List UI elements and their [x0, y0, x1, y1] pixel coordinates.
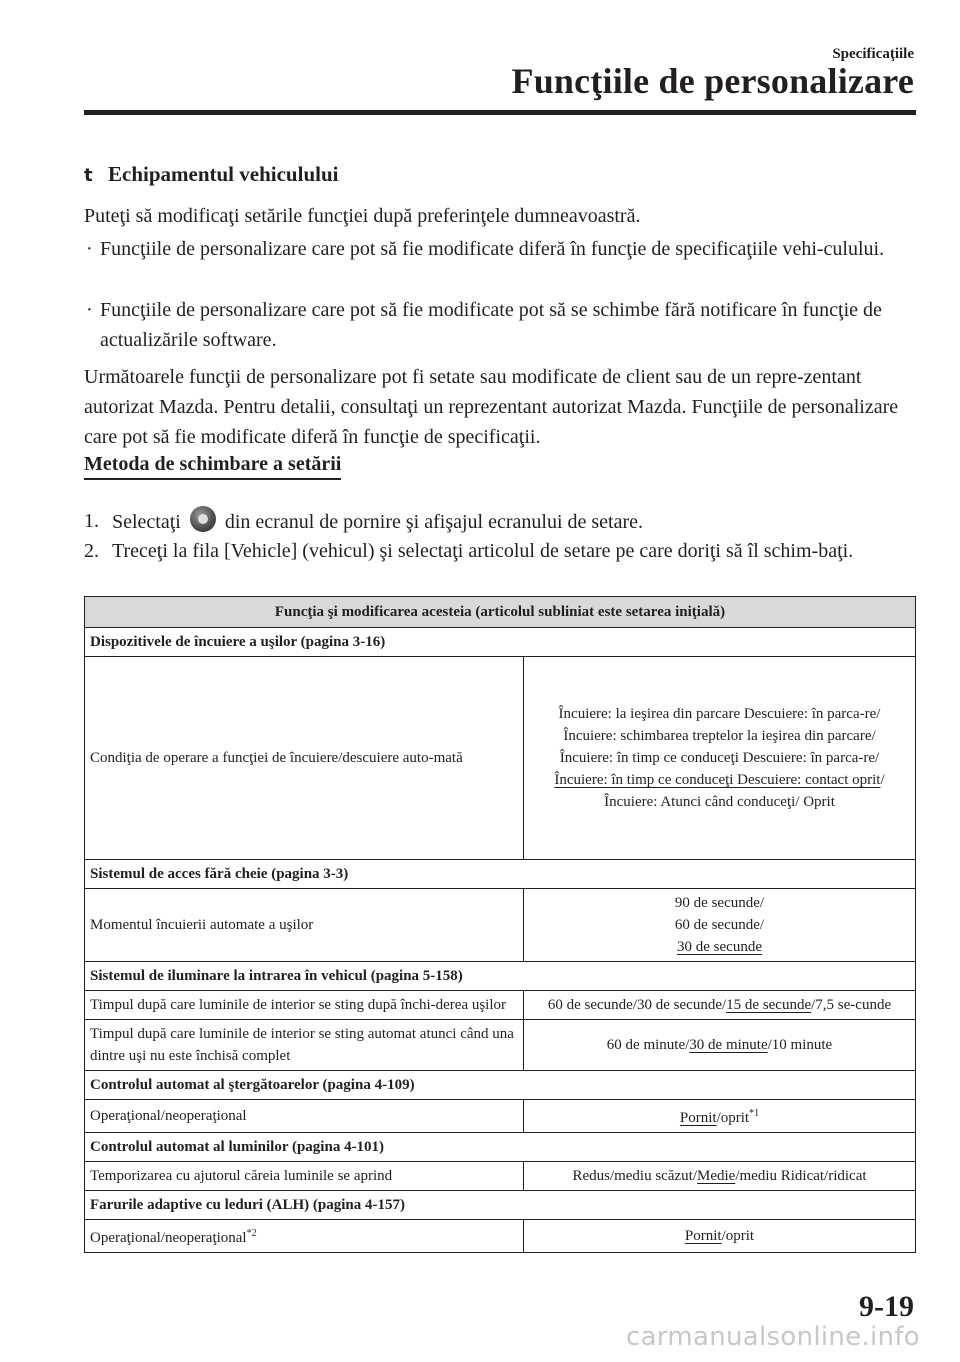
option: Încuiere: Atunci când conduceţi/ Oprit	[604, 794, 835, 810]
group-row	[85, 628, 916, 657]
table-row	[85, 991, 916, 1020]
default-option: 15 de secunde	[726, 997, 812, 1013]
step-text: Selectaţi	[112, 511, 181, 533]
option: /oprit	[721, 1228, 755, 1244]
option: 90 de secunde/	[674, 895, 765, 911]
option: /10 minute	[767, 1037, 833, 1053]
info-paragraph: Următoarele funcţii de personalizare pot fi setate sau modificate de client sau de un repre-zentant autorizat Mazda. Pentru detalii, consultaţi un reprezentant autorizat Mazda. Funcţiile de personalizare care pot să fie modificate diferă în funcţie de specificaţii.	[84, 366, 899, 448]
setting-label: Timpul după care luminile de interior se sting după închi-derea uşilor	[85, 991, 524, 1020]
bullet-dot: ·	[86, 299, 93, 321]
bullet-item	[86, 234, 926, 264]
table-row	[85, 889, 916, 962]
default-option: 30 de minute	[689, 1037, 768, 1053]
table-row	[85, 1100, 916, 1133]
default-option: Pornit	[684, 1228, 722, 1244]
option: 60 de minute/	[606, 1037, 690, 1053]
default-option: Încuiere: în timp ce conduceţi Descuiere: contact oprit	[554, 772, 881, 788]
footnote-mark: *1	[749, 1108, 760, 1119]
group-title: Controlul automat al luminilor (pagina 4-101)	[85, 1133, 916, 1162]
setting-label: Momentul încuierii automate a uşilor	[85, 889, 524, 962]
intro-paragraph: Puteţi să modificaţi setările funcţiei după preferinţele dumneavoastră.	[84, 205, 641, 227]
method-heading-text: Metoda de schimbare a setării	[84, 453, 341, 480]
setting-options	[524, 1162, 916, 1191]
option: Încuiere: la ieşirea din parcare Descuiere: în parca-re/	[558, 706, 881, 722]
option: /mediu Ridicat/ridicat	[735, 1168, 867, 1184]
table-row	[85, 1020, 916, 1071]
option: Redus/mediu scăzut/	[572, 1168, 697, 1184]
default-option: Pornit	[679, 1110, 717, 1126]
setting-label	[85, 1220, 524, 1253]
group-title: Dispozitivele de încuiere a uşilor (pagina 3-16)	[85, 628, 916, 657]
default-option: 30 de secunde	[677, 939, 762, 955]
settings-gear-icon	[190, 506, 216, 532]
group-title: Sistemul de iluminare la intrarea în vehicul (pagina 5-158)	[85, 962, 916, 991]
setting-options	[524, 889, 916, 962]
page-number: 9-19	[859, 1290, 914, 1323]
footnote-mark: *2	[246, 1228, 257, 1239]
bullet-dot: ·	[86, 238, 93, 260]
default-option: Medie	[697, 1168, 736, 1184]
option: /oprit	[716, 1110, 750, 1126]
step-text: din ecranul de pornire şi afişajul ecranului de setare.	[224, 511, 644, 533]
page-title: Funcţiile de personalizare	[511, 61, 914, 101]
group-row	[85, 1191, 916, 1220]
step-text: Treceţi la fila [Vehicle] (vehicul) şi selectaţi articolul de setare pe care doriţi să îl schim-baţi.	[112, 540, 854, 562]
group-row	[85, 1133, 916, 1162]
option: /7,5 se-cunde	[811, 997, 892, 1013]
table-row	[85, 657, 916, 860]
step-2	[84, 536, 942, 566]
setting-options	[524, 657, 916, 860]
bullet-item	[86, 295, 926, 355]
watermark: carmanualsonline.info	[625, 1322, 920, 1352]
setting-label-text: Operaţional/neoperaţional	[90, 1230, 247, 1246]
step-number: 2.	[84, 540, 99, 562]
step-1	[84, 506, 942, 537]
group-row	[85, 860, 916, 889]
setting-label: Temporizarea cu ajutorul căreia luminile se aprind	[85, 1162, 524, 1191]
group-row	[85, 962, 916, 991]
option: /	[880, 772, 885, 788]
section-heading	[84, 162, 338, 187]
option: 60 de secunde/	[674, 917, 765, 933]
table-row	[85, 1162, 916, 1191]
group-title: Controlul automat al ştergătoarelor (pagina 4-109)	[85, 1071, 916, 1100]
setting-options	[524, 1100, 916, 1133]
setting-label: Timpul după care luminile de interior se sting automat atunci când una dintre uşi nu este închisă complet	[85, 1020, 524, 1071]
option: Încuiere: în timp ce conduceţi Descuiere: în parca-re/	[559, 750, 880, 766]
header-rule	[84, 110, 916, 115]
step-number: 1.	[84, 510, 99, 532]
bullet-text: Funcţiile de personalizare care pot să fie modificate pot să se schimbe fără notificare în funcţie de actualizările software.	[100, 299, 882, 351]
table-header-row	[85, 597, 916, 628]
group-title: Farurile adaptive cu leduri (ALH) (pagina 4-157)	[85, 1191, 916, 1220]
section-heading-text: Echipamentul vehiculului	[108, 162, 339, 186]
method-heading	[84, 453, 341, 480]
setting-options	[524, 1020, 916, 1071]
table-header: Funcţia şi modificarea acesteia (articolul subliniat este setarea iniţială)	[85, 597, 916, 628]
group-row	[85, 1071, 916, 1100]
setting-options	[524, 1220, 916, 1253]
setting-label: Operaţional/neoperaţional	[85, 1100, 524, 1133]
table-row	[85, 1220, 916, 1253]
group-title: Sistemul de acces fără cheie (pagina 3-3)	[85, 860, 916, 889]
section-marker-icon: t	[84, 165, 93, 186]
bullet-text: Funcţiile de personalizare care pot să fie modificate diferă în funcţie de specificaţiile vehi-culului.	[100, 238, 885, 260]
setting-options	[524, 991, 916, 1020]
section-label: Specificaţiile	[832, 46, 914, 62]
setting-label: Condiţia de operare a funcţiei de încuiere/descuiere auto-mată	[85, 657, 524, 860]
option: Încuiere: schimbarea treptelor la ieşirea din parcare/	[563, 728, 876, 744]
option: 60 de secunde/30 de secunde/	[547, 997, 727, 1013]
customization-table	[84, 596, 916, 1253]
